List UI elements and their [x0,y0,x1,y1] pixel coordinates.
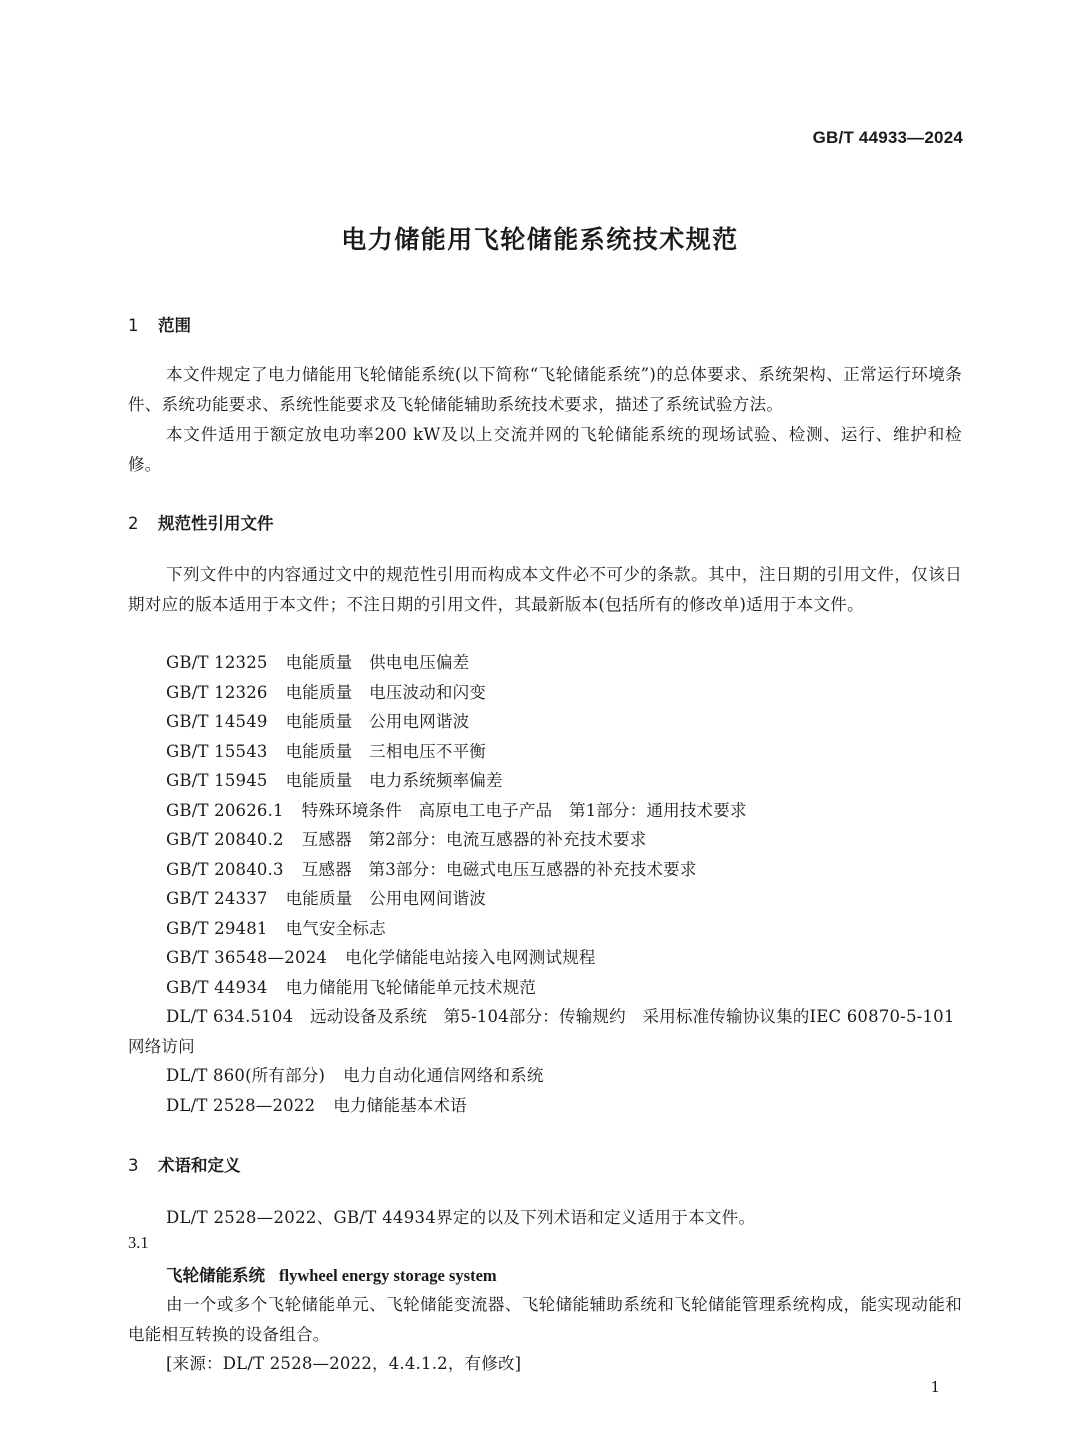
section-number: 3 [128,1156,139,1175]
section-number: 2 [128,514,139,533]
reference-list-tail [166,1061,966,1120]
reference-title: 电能质量 三相电压不平衡 [285,741,487,761]
section-title: 规范性引用文件 [158,514,274,533]
reference-item [166,737,966,767]
reference-item [166,943,966,973]
reference-item [166,914,966,944]
term-en: flywheel energy storage system [279,1266,497,1285]
reference-title: 特殊环境条件 高原电工电子产品 第1部分：通用技术要求 [301,800,747,820]
section-title: 范围 [158,316,191,335]
normative-intro-paragraph: 下列文件中的内容通过文中的规范性引用而构成本文件必不可少的条款。其中，注日期的引用文件，仅该日期对应的版本适用于本文件；不注日期的引用文件，其最新版本(包括所有的修改单)适用于本文件。 [128,565,962,614]
reference-list [166,648,966,1002]
reference-item [166,825,966,855]
reference-title: 电力储能基本术语 [333,1095,467,1115]
reference-item [166,973,966,1003]
section-heading-scope [128,312,191,336]
reference-code: GB/T 44934 [166,977,268,997]
reference-item [166,796,966,826]
scope-paragraph-2: 本文件适用于额定放电功率200 kW及以上交流并网的飞轮储能系统的现场试验、检测、运行、维护和检修。 [128,425,962,474]
reference-code: DL/T 2528—2022 [166,1095,316,1115]
reference-title: 电化学储能电站接入电网测试规程 [345,948,596,967]
reference-item [166,855,966,885]
page-number: 1 [930,1378,940,1396]
section-heading-normative-references [128,510,274,534]
reference-code: GB/T 14549 [166,712,268,731]
scope-paragraph-1: 本文件规定了电力储能用飞轮储能系统(以下简称“飞轮储能系统”)的总体要求、系统架构、正常运行环境条件、系统功能要求、系统性能要求及飞轮储能辅助系统技术要求，描述了系统试验方法。 [128,365,962,414]
reference-item-wrapped: DL/T 634.5104 远动设备及系统 第5-104部分：传输规约 采用标准传输协议集的IEC 60870-5-101网络访问 [128,1007,955,1056]
reference-title: 电能质量 电力系统频率偏差 [285,771,503,790]
reference-title: 互感器 第2部分：电流互感器的补充技术要求 [301,830,647,849]
reference-item [166,1061,966,1091]
reference-code: GB/T 12326 [166,682,268,702]
terms-intro-paragraph: DL/T 2528—2022、GB/T 44934界定的以及下列术语和定义适用于本文件。 [166,1208,756,1227]
reference-title: 电能质量 公用电网间谐波 [285,889,487,908]
term-zh: 飞轮储能系统 [166,1266,265,1285]
reference-code: DL/T 860(所有部分) [166,1066,326,1085]
reference-code: GB/T 20840.2 [166,830,284,849]
reference-title: 电力储能用飞轮储能单元技术规范 [285,977,537,997]
reference-item [166,678,966,708]
section-title: 术语和定义 [158,1156,241,1175]
document-title: 电力储能用飞轮储能系统技术规范 [341,225,739,254]
reference-title: 电能质量 公用电网谐波 [285,712,470,731]
term-source: [来源：DL/T 2528—2022，4.4.1.2，有修改] [166,1354,522,1373]
section-number: 1 [128,316,139,335]
reference-title: 电力自动化通信网络和系统 [343,1066,544,1085]
reference-code: GB/T 24337 [166,889,268,908]
reference-code: GB/T 15945 [166,771,268,790]
reference-code: GB/T 20626.1 [166,800,284,820]
standard-code: GB/T 44933—2024 [812,128,963,147]
term-definition: 由一个或多个飞轮储能单元、飞轮储能变流器、飞轮储能辅助系统和飞轮储能管理系统构成，能实现动能和电能相互转换的设备组合。 [128,1295,962,1344]
reference-title: 电能质量 电压波动和闪变 [285,682,487,702]
reference-code: GB/T 15543 [166,741,268,761]
reference-title: 互感器 第3部分：电磁式电压互感器的补充技术要求 [301,859,697,879]
reference-item [166,648,966,678]
reference-code: GB/T 29481 [166,918,268,938]
reference-code: GB/T 12325 [166,653,268,672]
reference-item [166,884,966,914]
term-heading [166,1262,497,1286]
reference-code: GB/T 20840.3 [166,859,284,879]
reference-title: 电气安全标志 [285,918,386,938]
reference-code: GB/T 36548—2024 [166,948,328,967]
reference-item [166,766,966,796]
term-number: 3.1 [128,1233,149,1252]
reference-title: 电能质量 供电电压偏差 [285,653,470,672]
section-heading-terms [128,1152,241,1176]
reference-item [166,1091,966,1121]
reference-item [166,707,966,737]
